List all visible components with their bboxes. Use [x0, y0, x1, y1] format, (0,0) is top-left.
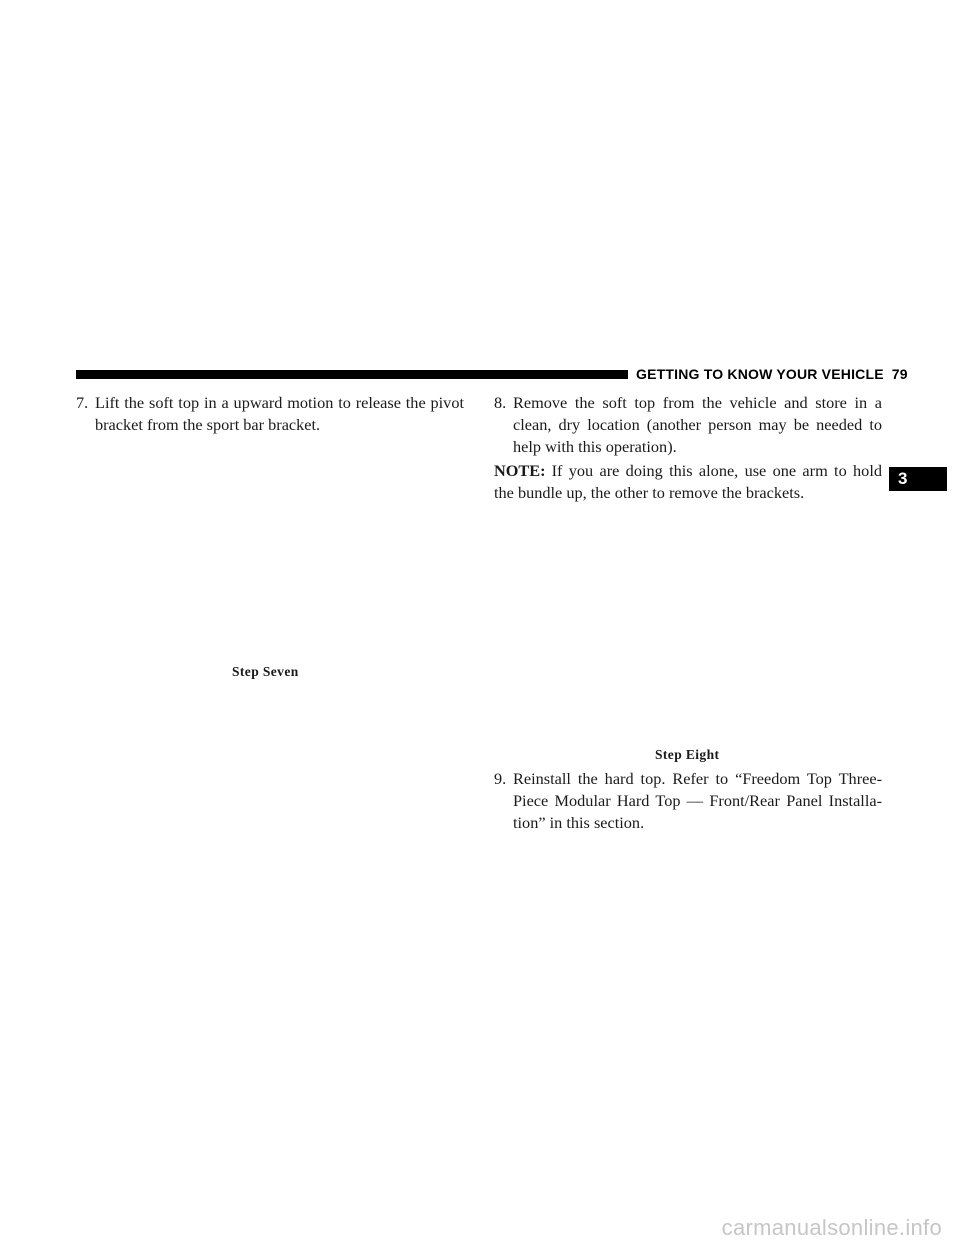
note-text: If you are doing this alone, use one arm to hold the bundle up, the other to remove the brackets.: [494, 461, 882, 502]
step-number: 7.: [76, 393, 89, 412]
section-title: GETTING TO KNOW YOUR VEHICLE: [636, 366, 884, 382]
page-number: 79: [891, 366, 908, 382]
watermark: carmanualsonline.info: [721, 1215, 942, 1240]
step-9: [494, 768, 882, 834]
header-rule: [76, 370, 628, 379]
step-seven-illustration: [76, 444, 464, 656]
running-header: [636, 366, 908, 382]
figure-caption-step-seven: Step Seven: [232, 664, 299, 679]
chapter-tab[interactable]: 3: [889, 467, 947, 491]
step-7: [76, 392, 464, 436]
step-text: Lift the soft top in a upward motion to release the pivot bracket from the sport bar bracket.: [95, 393, 464, 434]
step-text: Remove the soft top from the vehicle and store in a clean, dry location (another person may be needed to help with this operation).: [513, 393, 882, 456]
note-paragraph: [494, 460, 882, 504]
step-eight-illustration: [494, 512, 882, 734]
step-number: 9.: [494, 769, 507, 788]
figure-caption-step-eight: Step Eight: [655, 747, 720, 762]
step-text: Reinstall the hard top. Refer to “Freedom Top Three-Piece Modular Hard Top — Front/Rear Panel Installa-tion” in this section.: [513, 769, 882, 832]
step-number: 8.: [494, 393, 507, 412]
step-8: [494, 392, 882, 458]
note-label: NOTE:: [494, 461, 546, 480]
